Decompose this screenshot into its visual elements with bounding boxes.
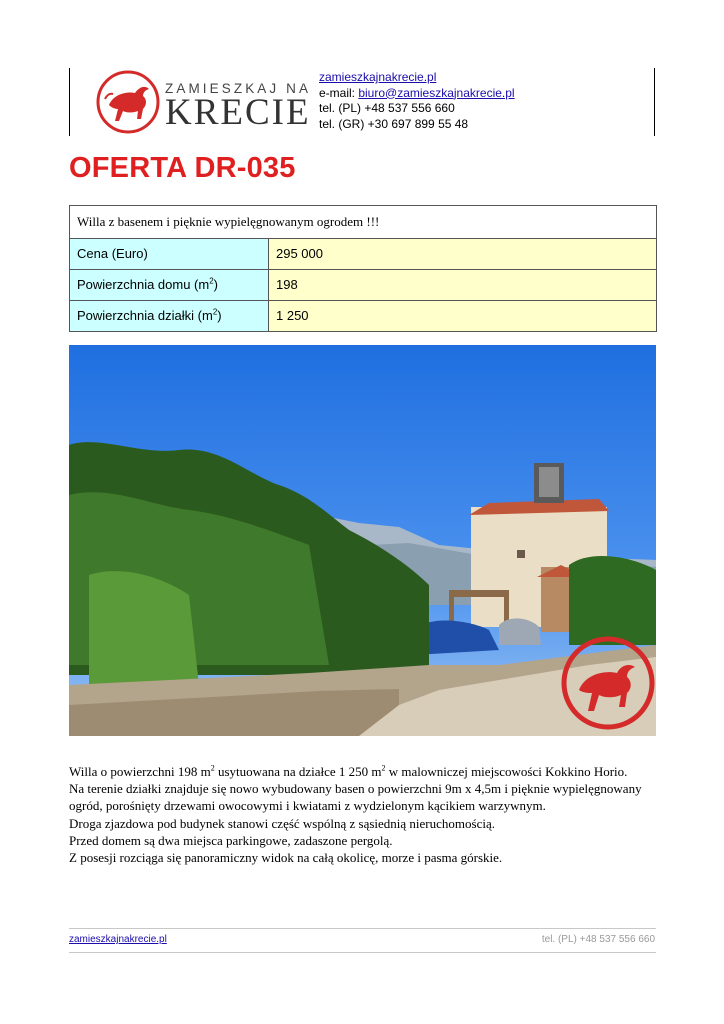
offer-title: OFERTA DR-035 bbox=[69, 152, 296, 184]
footer-divider-bottom bbox=[69, 952, 656, 953]
house-area-value: 198 bbox=[269, 270, 657, 301]
paragraph-view: Z posesji rozciąga się panoramiczny widok na całą okolicę, morze i pasma górskie. bbox=[69, 850, 503, 866]
logo-tagline: ZAMIESZKAJ NA bbox=[165, 81, 312, 96]
price-value: 295 000 bbox=[269, 239, 657, 270]
logo-wordmark: KRECIE bbox=[165, 92, 311, 133]
company-logo bbox=[95, 68, 312, 136]
offer-spec-table bbox=[69, 205, 657, 332]
footer-phone: tel. (PL) +48 537 556 660 bbox=[541, 934, 655, 945]
plot-area-label: Powierzchnia działki $(m^2)$ bbox=[70, 301, 269, 332]
table-row bbox=[70, 206, 657, 239]
email-label: e-mail: bbox=[319, 85, 359, 100]
contact-block bbox=[319, 70, 515, 132]
offer-description: Willa z basenem i pięknie wypielęgnowanym ogrodem !!! bbox=[70, 206, 657, 239]
price-label: Cena (Euro) bbox=[70, 239, 269, 270]
header-right-rule bbox=[654, 68, 655, 136]
paragraph-driveway: Droga zjazdowa pod budynek stanowi część wspólną z sąsiednią nieruchomością. bbox=[69, 815, 495, 831]
bull-logo-icon bbox=[95, 69, 161, 135]
email-line bbox=[319, 86, 515, 102]
header-left-rule bbox=[69, 68, 70, 136]
house-area-label: Powierzchnia domu $(m^2)$ bbox=[70, 270, 269, 301]
table-row bbox=[70, 270, 657, 301]
paragraph-pool-garden: Na terenie działki znajduje się nowo wybudowany basen o powierzchni 9m x 4,5m i pięknie wypielęgnowany ogród, porośnięty drzewami owocowymi i kwiatami z wydzielonym kącikiem warzywnym. bbox=[69, 781, 642, 814]
footer-website-link[interactable]: zamieszkajnakrecie.pl bbox=[69, 934, 167, 945]
website-link[interactable]: zamieszkajnakrecie.pl bbox=[319, 70, 437, 84]
villa-photo-illustration bbox=[69, 345, 656, 736]
phone-gr: tel. (GR) +30 697 899 55 48 bbox=[319, 116, 469, 131]
plot-area-value: 1 250 bbox=[269, 301, 657, 332]
table-row bbox=[70, 301, 657, 332]
footer-divider-top bbox=[69, 928, 656, 929]
table-row bbox=[70, 239, 657, 270]
property-description bbox=[69, 763, 661, 866]
paragraph-parking: Przed domem są dwa miejsca parkingowe, zadaszone pergolą. bbox=[69, 832, 393, 848]
phone-pl: tel. (PL) +48 537 556 660 bbox=[319, 101, 455, 116]
email-link[interactable]: biuro@zamieszkajnakrecie.pl bbox=[358, 85, 515, 100]
paragraph-location: Willa o powierzchni 198 $m^2$ usytuowana na działce 1 250 $m^2$ w malowniczej miejscowości Kokkino Horio. bbox=[69, 763, 628, 779]
property-photo bbox=[69, 345, 656, 736]
